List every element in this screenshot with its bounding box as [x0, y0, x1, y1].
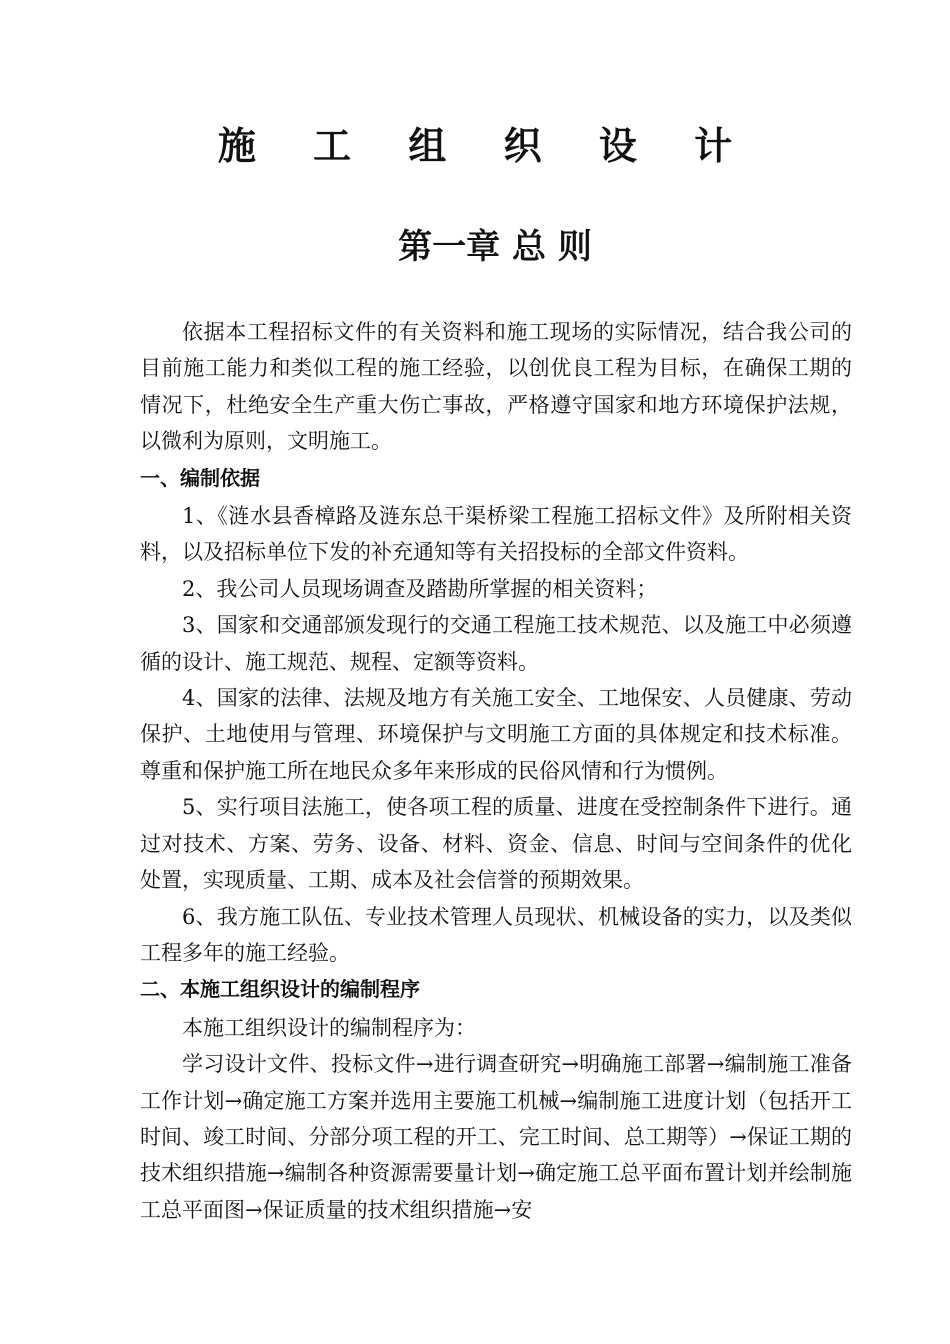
section-heading-procedure: 二、本施工组织设计的编制程序 — [140, 977, 420, 1002]
basis-item-4: 4、国家的法律、法规及地方有关施工安全、工地保安、人员健康、劳动保护、土地使用与管理、环境保护与文明施工方面的具体规定和技术标准。尊重和保护施工所在地民众多年来形成的民俗风情和行为惯例。 — [140, 686, 852, 783]
chapter-title: 第一章 总 则 — [398, 227, 592, 267]
basis-item-2: 2、我公司人员现场调查及踏勘所掌握的相关资料； — [182, 576, 658, 601]
basis-item-5: 5、实行项目法施工，使各项工程的质量、进度在受控制条件下进行。通过对技术、方案、劳务、设备、材料、资金、信息、时间与空间条件的优化处置，实现质量、工期、成本及社会信誉的预期效果。 — [140, 795, 852, 893]
section-heading-basis: 一、编制依据 — [140, 465, 260, 490]
basis-item-3: 3、国家和交通部颁发现行的交通工程施工技术规范、以及施工中必须遵循的设计、施工规范、规程、定额等资料。 — [140, 613, 852, 674]
intro-paragraph: 依据本工程招标文件的有关资料和施工现场的实际情况，结合我公司的目前施工能力和类似工程的施工经验，以创优良工程为目标，在确保工期的情况下，杜绝安全生产重大伤亡事故，严格遵守国家和地方环境保护法规，以微利为原则，文明施工。 — [140, 320, 852, 454]
procedure-steps: 学习设计文件、投标文件→进行调查研究→明确施工部署→编制施工准备工作计划→确定施工方案并选用主要施工机械→编制施工进度计划（包括开工时间、竣工时间、分部分项工程的开工、完工时间、总工期等）→保证工期的技术组织措施→编制各种资源需要量计划→确定施工总平面布置计划并绘制施工总平面图→保证质量的技术组织措施→安 — [140, 1052, 852, 1222]
document-body — [140, 314, 852, 1228]
document-title: 施 工 组 织 设 计 — [217, 123, 755, 168]
basis-item-6: 6、我方施工队伍、专业技术管理人员现状、机械设备的实力，以及类似工程多年的施工经验。 — [140, 904, 852, 965]
procedure-lead: 本施工组织设计的编制程序为： — [182, 1015, 476, 1040]
basis-item-1: 1、《涟水县香樟路及涟东总干渠桥梁工程施工招标文件》及所附相关资料，以及招标单位下发的补充通知等有关招投标的全部文件资料。 — [140, 504, 852, 565]
